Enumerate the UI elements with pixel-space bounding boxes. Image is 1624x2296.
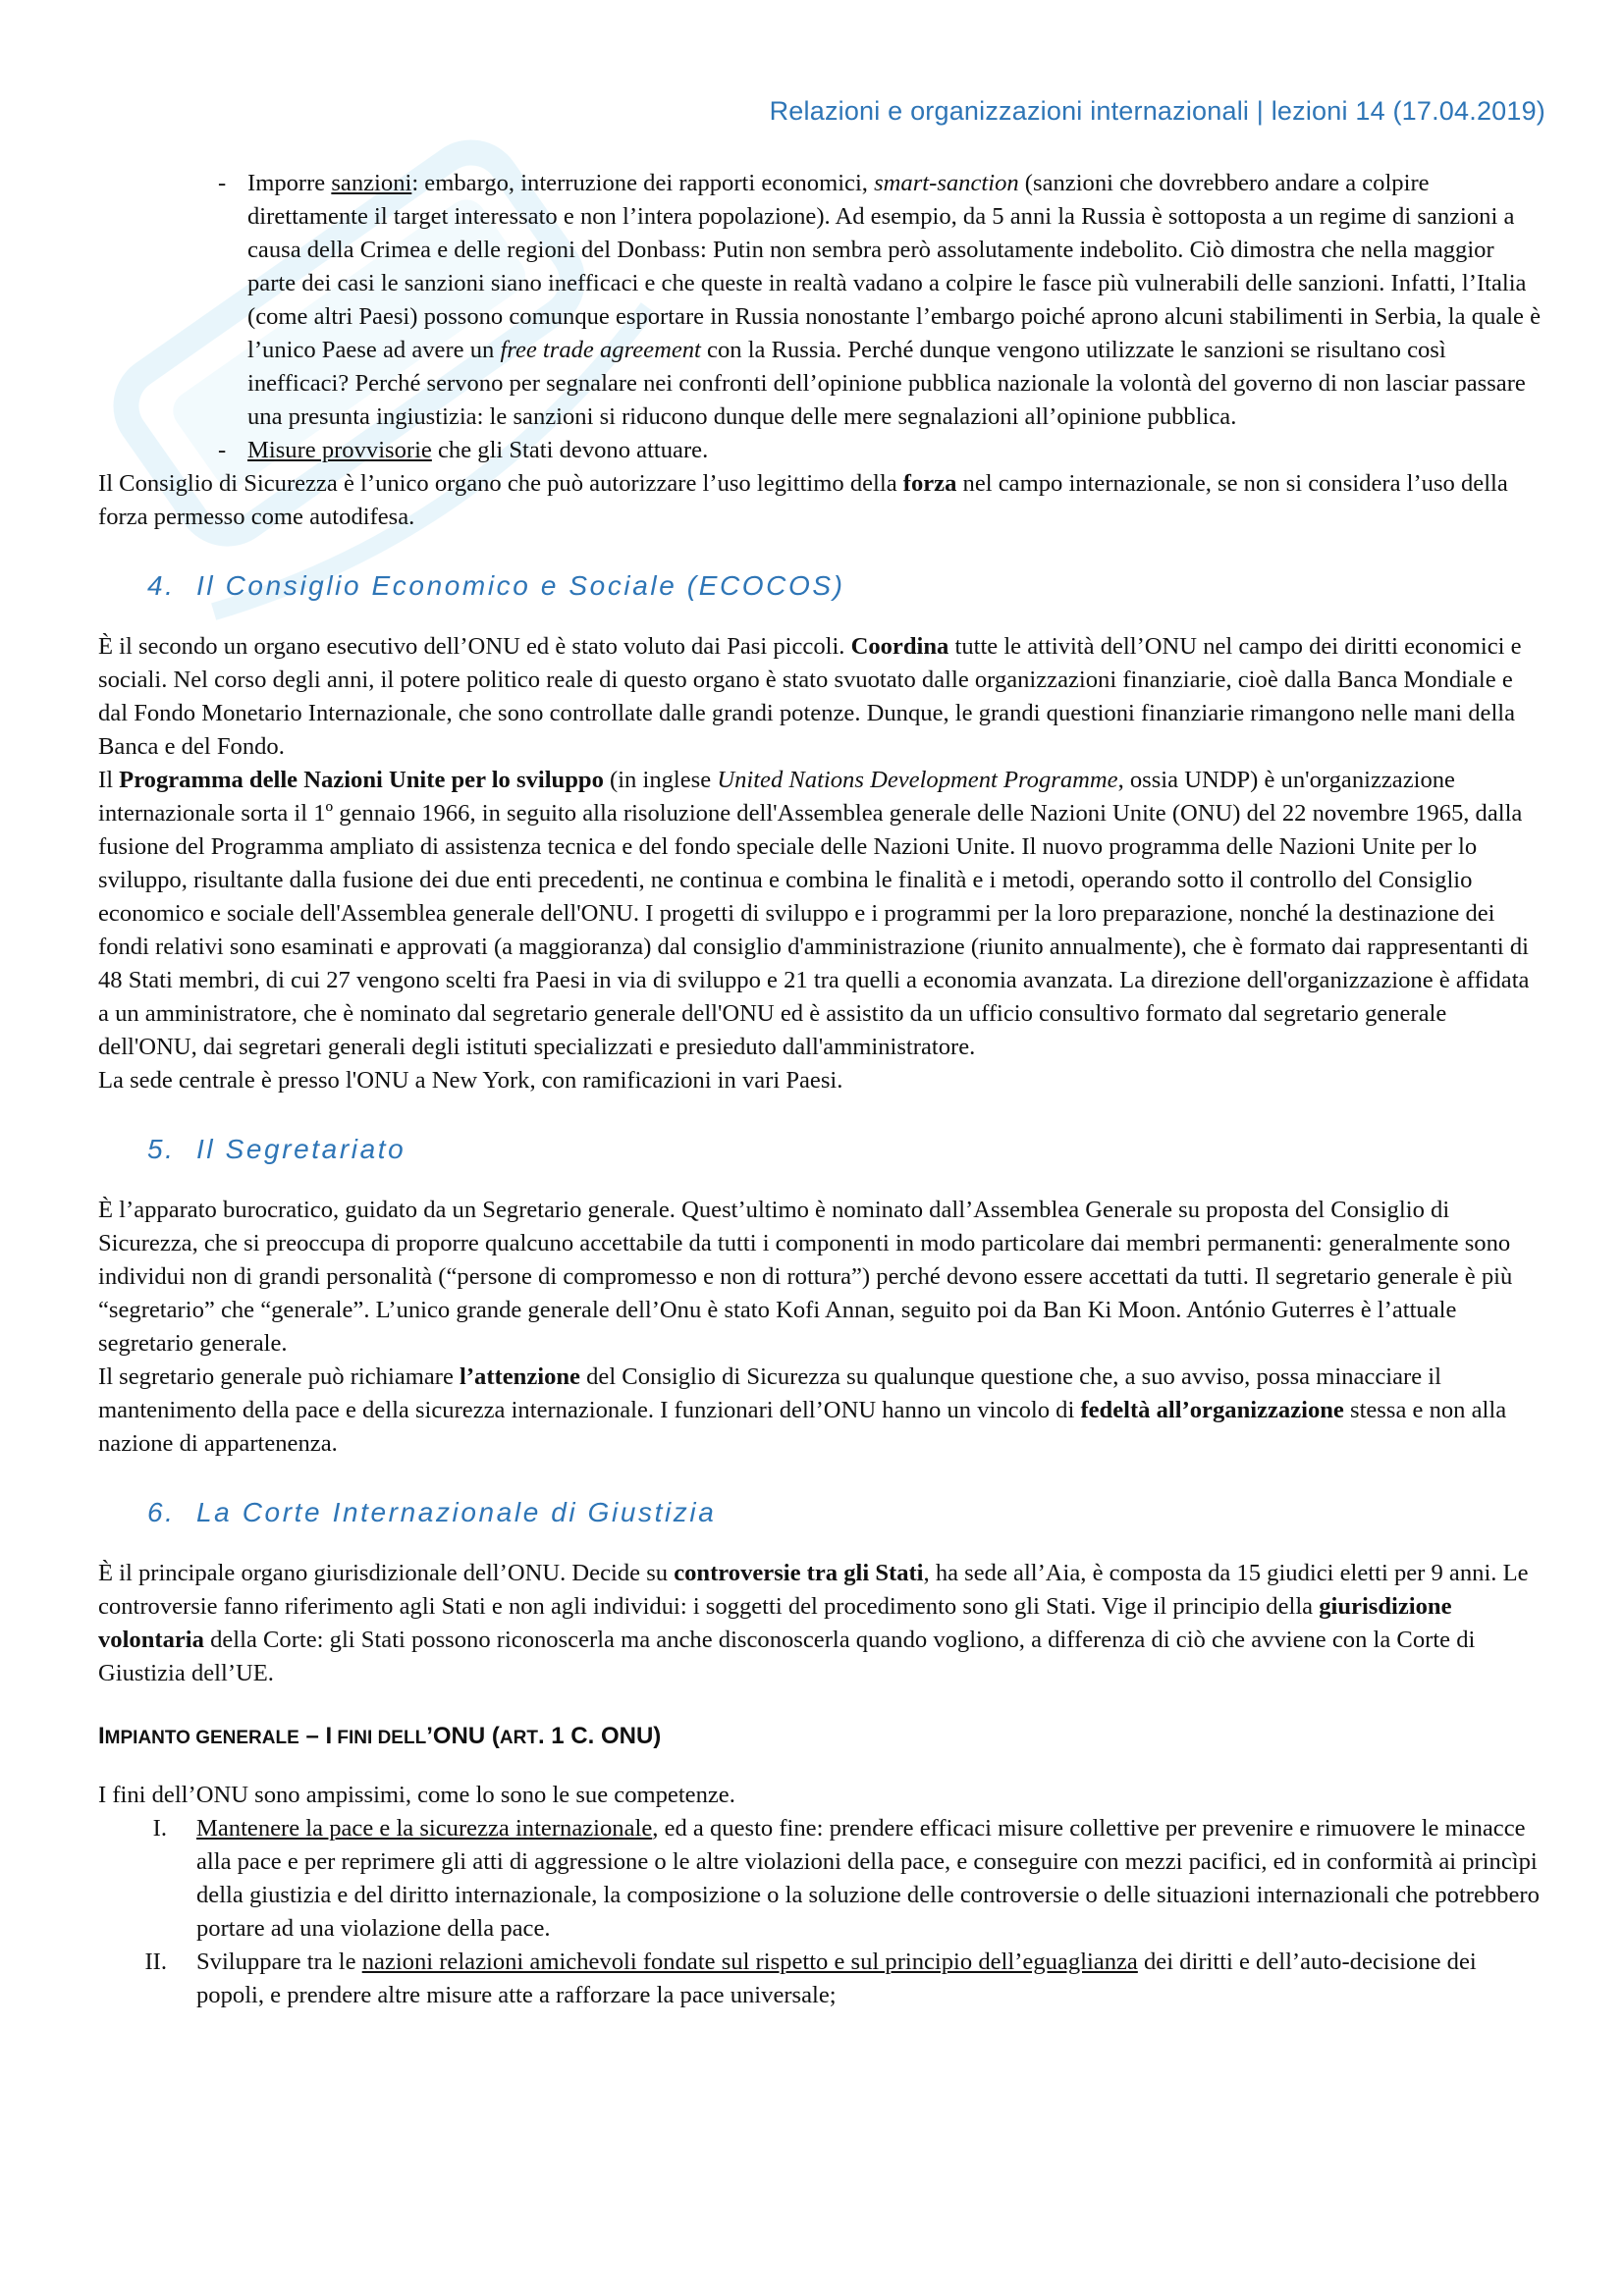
section-heading-segretariato: 5. Il Segretariato [147,1134,406,1164]
fini-list [98,1812,1542,2012]
subheading-fini-onu: IMPIANTO GENERALE – I FINI DELL’ONU (ART. 1 C. ONU) [98,1723,662,1749]
page-header: Relazioni e organizzazioni internazionali | lezioni 14 (17.04.2019) [769,96,1545,126]
segretariato-paragraph: È l’apparato burocratico, guidato da un Segretario generale. Quest’ultimo è nominato dall’Assemblea Generale su proposta del Consiglio di Sicurezza, che si preoccupa di proporre qualcuno accettabile da tutti i componenti in modo particolare dai membri permanenti: generalmente sono individui non di grandi personalità (“persone di compromesso e non di rottura”) perché devono essere accettati da tutti. Il segretario generale è più “segretario” che “generale”. L’unico grande generale dell’Onu è stato Kofi Annan, seguito poi da Ban Ki Moon. António Guterres è l’attuale segretario generale. [98,1197,1513,1357]
force-paragraph: Il Consiglio di Sicurezza è l’unico organo che può autorizzare l’uso legittimo della forza nel campo internazionale, se non si considera l’uso della forza permesso come autodifesa. [98,470,1508,530]
section-heading-ecocos: 4. Il Consiglio Economico e Sociale (ECOCOS) [147,570,845,601]
segretario-paragraph: Il segretario generale può richiamare l’attenzione del Consiglio di Sicurezza su qualunque questione che, a suo avviso, possa minacciare il mantenimento della pace e della sicurezza internazionale. I funzionari dell’ONU hanno un vincolo di fedeltà all’organizzazione stessa e non alla nazione di appartenenza. [98,1363,1507,1457]
corte-paragraph: È il principale organo giurisdizionale dell’ONU. Decide su controversie tra gli Stati, ha sede all’Aia, è composta da 15 giudici eletti per 9 anni. Le controversie fanno riferimento agli Stati e non agli individui: i soggetti del procedimento sono gli Stati. Vige il principio della giurisdizione volontaria della Corte: gli Stati possono riconoscerla ma anche disconoscerla quando vogliono, a differenza di ciò che avviene con la Corte di Giustizia dell’UE. [98,1560,1529,1686]
section-heading-corte: 6. La Corte Internazionale di Giustizia [147,1497,717,1527]
undp-paragraph: Il Programma delle Nazioni Unite per lo sviluppo (in inglese United Nations Development Programme, ossia UNDP) è un'organizzazione internazionale sorta il 1º gennaio 1966, in seguito alla risoluzione dell'Assemblea generale delle Nazioni Unite (ONU) del 22 novembre 1965, dalla fusione del Programma ampliato di assistenza tecnica e del fondo speciale delle Nazioni Unite. Il nuovo programma delle Nazioni Unite per lo sviluppo, risultante dalla fusione dei due enti precedenti, ne continua e combina le finalità e i metodi, operando sotto il controllo del Consiglio economico e sociale dell'Assemblea generale dell'ONU. I progetti di sviluppo e i programmi per la loro preparazione, nonché la destinazione dei fondi relativi sono esaminati e approvati (a maggioranza) dal consiglio d'amministrazione (riunito annualmente), che è formato dai rappresentanti di 48 Stati membri, di cui 27 vengono scelti fra Paesi in via di sviluppo e 21 tra quelli a economia avanzata. La direzione dell'organizzazione è affidata a un amministratore, che è nominato dal segretario generale dell'ONU ed è assistito da un ufficio consultivo formato dal segretario generale dell'ONU, dai segretari generali degli istituti specializzati e presieduto dall'amministratore. [98,767,1530,1060]
list-item: I. Mantenere la pace e la sicurezza internazionale, ed a questo fine: prendere efficaci misure collettive per prevenire e rimuovere le minacce alla pace e per reprimere gli atti di aggressione o le altre violazioni della pace, e conseguire con mezzi pacifici, ed in conformità ai princìpi della giustizia e del diritto internazionale, la composizione o la soluzione delle controversie o delle situazioni internazionali che potrebbero portare ad una violazione della pace. [152,1815,1540,1942]
document-body [98,167,1542,2012]
sanctions-list [98,167,1542,467]
list-item: II. Sviluppare tra le nazioni relazioni amichevoli fondate sul rispetto e sul principio dell’eguaglianza dei diritti e dell’auto-decisione dei popoli, e prendere altre misure atte a rafforzare la pace universale; [144,1949,1477,2008]
undp-seat-paragraph: La sede centrale è presso l'ONU a New York, con ramificazioni in vari Paesi. [98,1067,843,1094]
fini-intro: I fini dell’ONU sono ampissimi, come lo sono le sue competenze. [98,1782,735,1808]
list-item: - Imporre sanzioni: embargo, interruzione dei rapporti economici, smart-sanction (sanzioni che dovrebbero andare a colpire direttamente il target interessato e non l’intera popolazione). Ad esempio, da 5 anni la Russia è sottoposta a un regime di sanzioni a causa della Crimea e delle regioni del Donbass: Putin non sembra però assolutamente indebolito. Ciò dimostra che nella maggior parte dei casi le sanzioni siano inefficaci e che queste in realtà vadano a colpire le fasce più vulnerabili delle sanzioni. Infatti, l’Italia (come altri Paesi) possono comunque esportare in Russia nonostante l’embargo poiché aprono alcuni stabilimenti in Serbia, la quale è l’unico Paese ad avere un free trade agreement con la Russia. Perché dunque vengono utilizzate le sanzioni se risultano così inefficaci? Perché servono per segnalare nei confronti dell’opinione pubblica nazionale la volontà del governo di non lasciar passare una presunta ingiustizia: le sanzioni si riducono dunque delle mere segnalazioni all’opinione pubblica. [98,167,1542,434]
ecocos-paragraph: È il secondo un organo esecutivo dell’ONU ed è stato voluto dai Pasi piccoli. Coordina tutte le attività dell’ONU nel campo dei diritti economici e sociali. Nel corso degli anni, il potere politico reale di questo organo è stato svuotato dalle organizzazioni finanziarie, cioè dalla Banca Mondiale e dal Fondo Monetario Internazionale, che sono controllate dalle grandi potenze. Dunque, le grandi questioni finanziarie rimangono nelle mani della Banca e del Fondo. [98,633,1522,760]
list-item: - Misure provvisorie che gli Stati devono attuare. [98,434,1542,467]
